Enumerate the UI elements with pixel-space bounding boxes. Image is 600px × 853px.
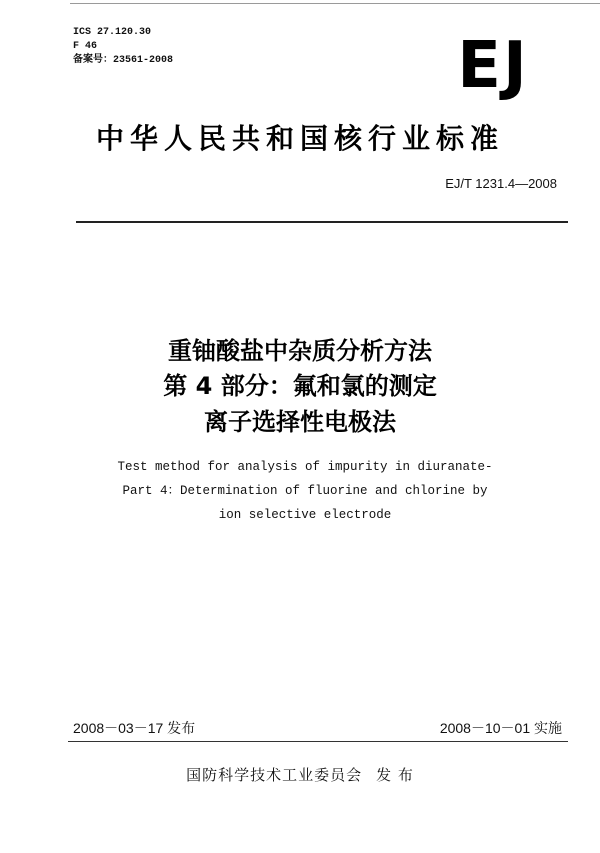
issuer-action: 发 布 <box>376 766 414 784</box>
standard-code: EJ/T 1231.4—2008 <box>445 176 557 191</box>
ics-code: ICS 27.120.30 <box>73 27 152 38</box>
record-number: 备案号：23561-2008 <box>73 55 174 66</box>
title-zh-line-1: 重铀酸盐中杂质分析方法 <box>168 337 432 365</box>
ccs-code: F 46 <box>73 41 98 52</box>
publish-date: 2008－03－17 发布 <box>73 720 196 736</box>
title-zh-line-2: 第 4 部分：氟和氯的测定 <box>163 372 437 400</box>
implementation-date: 2008－10－01 实施 <box>439 720 562 736</box>
header-divider <box>76 221 568 223</box>
ej-logo: EJ <box>457 29 529 103</box>
title-zh-line-3: 离子选择性电极法 <box>204 408 396 436</box>
footer-divider <box>68 741 568 742</box>
issuer-name: 国防科学技术工业委员会 <box>186 766 363 784</box>
standard-category-title: 中华人民共和国核行业标准 <box>95 122 504 155</box>
title-en-line-1: Test method for analysis of impurity in diuranate- <box>117 460 493 474</box>
title-en-line-3: ion selective electrode <box>218 508 392 522</box>
top-border-line <box>70 3 600 4</box>
title-en-line-2: Part 4：Determination of fluorine and chlorine by <box>122 484 488 498</box>
issuer-line <box>0 765 600 785</box>
